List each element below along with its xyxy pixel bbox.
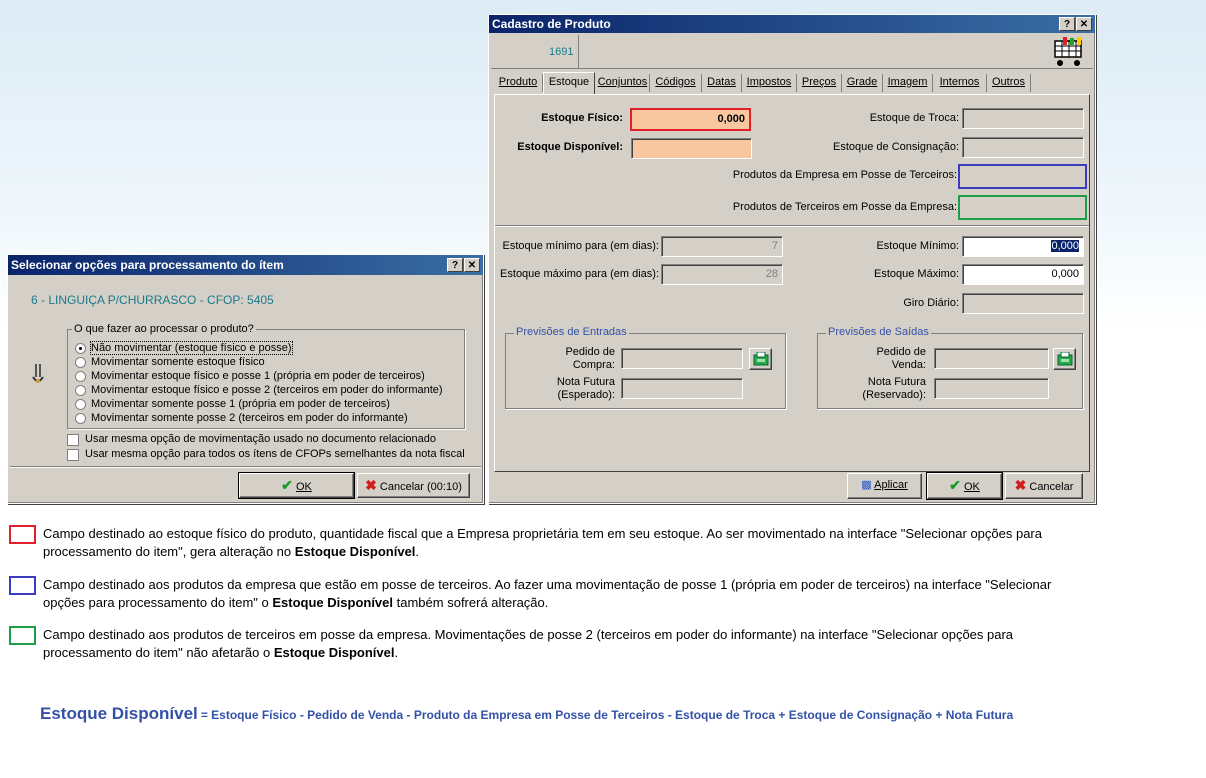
estoque-maximo-label: Estoque Máximo: <box>874 268 959 280</box>
dialog-ok-button[interactable]: ✔ OK <box>239 473 354 498</box>
formula <box>40 704 1013 724</box>
nota-futura-reservado-label-1: Nota Futura <box>867 376 926 388</box>
tongs-icon <box>30 363 48 385</box>
pedido-venda-label-2: Venda: <box>891 359 926 371</box>
radio-label: Movimentar somente estoque físico <box>91 356 265 368</box>
pedido-venda-lookup-button[interactable] <box>1053 348 1076 370</box>
checkmark-icon: ✔ <box>281 477 293 493</box>
tab-codigos[interactable]: Códigos <box>650 74 702 92</box>
radio-label: Movimentar estoque físico e posse 2 (terceiros em poder do informante) <box>91 384 443 396</box>
blue-legend-swatch <box>9 576 36 595</box>
nota-futura-esperado-field[interactable] <box>621 378 743 399</box>
green-legend-swatch <box>9 626 36 645</box>
estoque-max-dias-field[interactable]: 28 <box>661 264 783 285</box>
estoque-troca-field[interactable] <box>962 108 1084 129</box>
giro-diario-label: Giro Diário: <box>903 297 959 309</box>
header-divider <box>578 35 579 69</box>
help-button[interactable]: ? <box>447 258 463 272</box>
aplicar-button[interactable]: ▩ Aplicar <box>847 473 922 499</box>
checkbox[interactable] <box>67 449 79 461</box>
estoque-troca-label: Estoque de Troca: <box>869 112 959 124</box>
checkbox-label: Usar mesma opção para todos os ítens de CFOPs semelhantes da nota fiscal <box>85 448 465 460</box>
nota-futura-reservado-field[interactable] <box>934 378 1049 399</box>
estoque-disponivel-label: Estoque Disponível: <box>517 141 623 153</box>
estoque-consignacao-field[interactable] <box>962 137 1084 158</box>
radio-label: Movimentar somente posse 1 (própria em poder de terceiros) <box>91 398 390 410</box>
tab-strip <box>494 74 1090 93</box>
tab-produto[interactable]: Produto <box>494 74 543 92</box>
red-legend-swatch <box>9 525 36 544</box>
checkmark-icon: ✔ <box>949 477 961 493</box>
product-header <box>491 35 1093 69</box>
x-icon: ✖ <box>365 477 377 493</box>
item-line: 6 - LINGUIÇA P/CHURRASCO - CFOP: 5405 <box>31 293 274 307</box>
shopping-cart-icon <box>1051 37 1085 67</box>
radio-button[interactable] <box>75 385 86 396</box>
formula-body: = Estoque Físico - Pedido de Venda - Produto da Empresa em Posse de Terceiros - Estoque de Troca + Estoque de Consignação + Nota Futura <box>200 708 1014 722</box>
radio-label: Movimentar somente posse 2 (terceiros em poder do informante) <box>91 412 408 424</box>
tab-impostos[interactable]: Impostos <box>742 74 797 92</box>
pedido-venda-field[interactable] <box>934 348 1049 369</box>
formula-head: Estoque Disponível <box>40 704 198 723</box>
aplicar-icon: ▩ <box>861 479 872 491</box>
product-window-titlebar <box>489 15 1095 33</box>
estoque-fisico-label: Estoque Físico: <box>541 112 623 124</box>
estoque-minimo-label: Estoque Mínimo: <box>876 240 959 252</box>
giro-diario-field[interactable] <box>962 293 1084 314</box>
lookup-icon <box>753 352 769 366</box>
radio-label: Não movimentar (estoque físico e posse) <box>91 342 292 354</box>
separator-line <box>495 225 1089 227</box>
prod-terceiros-empresa-field[interactable] <box>958 195 1087 220</box>
red-legend-text: Campo destinado ao estoque físico do produto, quantidade fiscal que a Empresa proprietária tem em seu estoque. Ao ser movimentado na interface "Selecionar opções para processamento do item", gera alteração no Estoque Disponível. <box>43 526 1042 559</box>
estoque-maximo-field[interactable]: 0,000 <box>962 264 1084 285</box>
options-dialog-title: Selecionar opções para processamento do ítem <box>11 258 284 272</box>
tab-grade[interactable]: Grade <box>842 74 883 92</box>
checkbox-label: Usar mesma opção de movimentação usado no documento relacionado <box>85 433 436 445</box>
cancelar-button[interactable]: ✖ Cancelar <box>1005 473 1083 499</box>
options-dialog-titlebar <box>8 255 483 275</box>
radio-button[interactable] <box>75 343 86 354</box>
nota-futura-esperado-label-1: Nota Futura <box>556 376 615 388</box>
previsoes-saidas-group <box>817 326 1083 409</box>
tab-datas[interactable]: Datas <box>702 74 742 92</box>
checkbox[interactable] <box>67 434 79 446</box>
estoque-fisico-field[interactable]: 0,000 <box>630 108 751 131</box>
previsoes-entradas-title: Previsões de Entradas <box>516 326 627 338</box>
pedido-compra-lookup-button[interactable] <box>749 348 772 370</box>
close-button[interactable]: ✕ <box>1076 17 1092 31</box>
options-dialog <box>7 254 484 504</box>
pedido-compra-label-2: Compra: <box>572 359 615 371</box>
green-legend-text: Campo destinado aos produtos de terceiros em posse da empresa. Movimentações de posse 2 (terceiros em poder do informante) na interface "Selecionar opções para processamento do item" não afetarão o Estoque Disponível. <box>43 627 1014 660</box>
close-button[interactable]: ✕ <box>464 258 480 272</box>
prod-empresa-terceiros-label: Produtos da Empresa em Posse de Terceiros: <box>732 169 957 181</box>
help-button[interactable]: ? <box>1059 17 1075 31</box>
estoque-min-dias-field[interactable]: 7 <box>661 236 783 257</box>
x-icon: ✖ <box>1014 477 1027 493</box>
pedido-compra-field[interactable] <box>621 348 743 369</box>
estoque-minimo-value: 0,000 <box>1051 240 1079 252</box>
estoque-minimo-field[interactable] <box>962 236 1084 257</box>
estoque-min-dias-label: Estoque mínimo para (em dias): <box>502 240 659 252</box>
radio-button[interactable] <box>75 357 86 368</box>
dialog-separator <box>10 466 481 468</box>
tab-conjuntos[interactable]: Conjuntos <box>596 74 650 92</box>
nota-futura-esperado-label-2: (Esperado): <box>557 389 615 401</box>
product-code: 1691 <box>549 46 574 58</box>
radio-button[interactable] <box>75 413 86 424</box>
pedido-venda-label-1: Pedido de <box>876 346 926 358</box>
nota-futura-reservado-label-2: (Reservado): <box>862 389 926 401</box>
pedido-compra-label-1: Pedido de <box>565 346 615 358</box>
dialog-cancel-button[interactable]: ✖ Cancelar (00:10) <box>357 473 470 498</box>
blue-legend-text: Campo destinado aos produtos da empresa que estão em posse de terceiros. Ao fazer uma movimentação de posse 1 (própria em poder de terceiros) na interface "Selecionar opções para processamento do item" o Estoque Disponível também sofrerá alteração. <box>43 577 1052 610</box>
tab-internos[interactable]: Internos <box>933 74 987 92</box>
estoque-max-dias-label: Estoque máximo para (em dias): <box>500 268 659 280</box>
ok-button[interactable]: ✔ OK <box>927 473 1002 499</box>
lookup-icon <box>1057 352 1073 366</box>
previsoes-saidas-title: Previsões de Saídas <box>828 326 929 338</box>
tab-imagem[interactable]: Imagem <box>883 74 933 92</box>
tab-estoque[interactable]: Estoque <box>543 72 595 94</box>
radio-button[interactable] <box>75 399 86 410</box>
product-window-title: Cadastro de Produto <box>492 17 611 31</box>
previsoes-entradas-group <box>505 326 786 409</box>
radio-button[interactable] <box>75 371 86 382</box>
prod-terceiros-empresa-label: Produtos de Terceiros em Posse da Empresa: <box>732 201 957 213</box>
tab-outros[interactable]: Outros <box>987 74 1031 92</box>
product-window <box>488 14 1096 504</box>
estoque-disponivel-field[interactable] <box>631 138 752 159</box>
processing-options-title: O que fazer ao processar o produto? <box>74 323 254 335</box>
radio-label: Movimentar estoque físico e posse 1 (própria em poder de terceiros) <box>91 370 425 382</box>
estoque-consignacao-label: Estoque de Consignação: <box>833 141 959 153</box>
prod-empresa-terceiros-field[interactable] <box>958 164 1087 189</box>
tab-precos[interactable]: Preços <box>797 74 842 92</box>
estoque-panel <box>494 94 1090 472</box>
